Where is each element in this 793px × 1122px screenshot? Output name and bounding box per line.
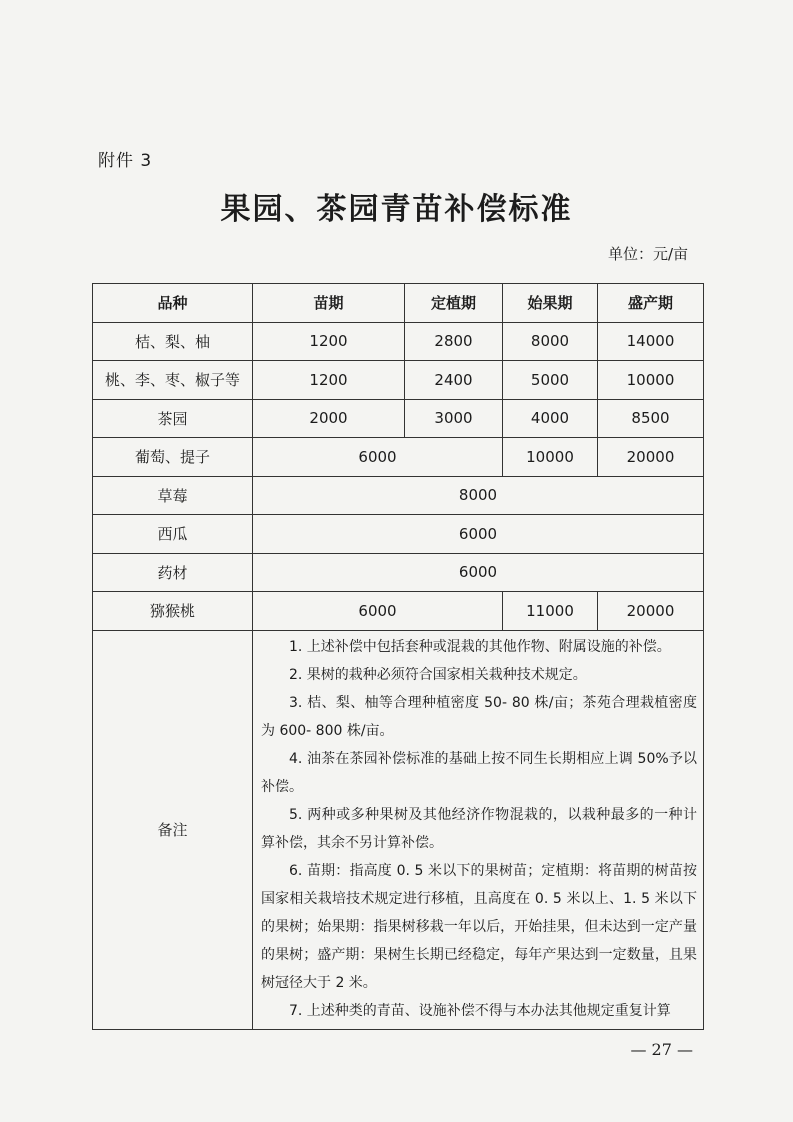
note-item: 3. 桔、梨、柚等合理种植密度 50- 80 株/亩；茶苑合理栽植密度为 600- 800 株/亩。: [261, 694, 697, 739]
cell-peak: 20000: [598, 438, 704, 477]
cell-variety: 桃、李、枣、椒子等: [93, 361, 253, 400]
cell-variety: 猕猴桃: [93, 592, 253, 631]
cell-planting: 3000: [405, 399, 503, 438]
cell-all-periods: 6000: [253, 553, 704, 592]
cell-initial-fruit: 8000: [503, 322, 598, 361]
table-header-row: [93, 284, 704, 323]
cell-initial-fruit: 11000: [503, 592, 598, 631]
notes-label: 备注: [93, 630, 253, 1029]
cell-peak: 8500: [598, 399, 704, 438]
table-row: [93, 476, 704, 515]
header-variety: 品种: [93, 284, 253, 323]
cell-peak: 20000: [598, 592, 704, 631]
cell-seedling: 2000: [253, 399, 405, 438]
cell-variety: 药材: [93, 553, 253, 592]
table-row: [93, 361, 704, 400]
note-item: 2. 果树的栽种必须符合国家相关栽种技术规定。: [289, 666, 587, 683]
note-item: 7. 上述种类的青苗、设施补偿不得与本办法其他规定重复计算: [289, 1002, 671, 1019]
document-title: 果园、茶园青苗补偿标准: [220, 192, 573, 227]
cell-initial-fruit: 10000: [503, 438, 598, 477]
header-planting: 定植期: [405, 284, 503, 323]
header-peak: 盛产期: [598, 284, 704, 323]
cell-peak: 10000: [598, 361, 704, 400]
cell-variety: 西瓜: [93, 515, 253, 554]
attachment-label: 附件 3: [98, 151, 153, 171]
note-item: 5. 两种或多种果树及其他经济作物混栽的，以栽种最多的一种计算补偿，其余不另计算补偿。: [261, 806, 697, 851]
note-item: 6. 苗期：指高度 0. 5 米以下的果树苗；定植期：将苗期的树苗按国家相关栽培技术规定进行移植，且高度在 0. 5 米以上、1. 5 米以下的果树；始果期：指果树移栽一年以后，开始挂果，但未达到一定产量的果树；盛产期：果树生长期已经稳定，每年产果达到一定数量，且果树冠径大于 2 米。: [261, 862, 697, 991]
cell-variety: 草莓: [93, 476, 253, 515]
cell-seedling: 1200: [253, 361, 405, 400]
cell-seedling-planting: 6000: [253, 592, 503, 631]
header-initial-fruit: 始果期: [503, 284, 598, 323]
cell-variety: 茶园: [93, 399, 253, 438]
table-row: [93, 438, 704, 477]
cell-all-periods: 6000: [253, 515, 704, 554]
unit-label: 单位：元/亩: [607, 245, 688, 263]
notes-cell: [253, 630, 704, 1029]
table-row: [93, 515, 704, 554]
table-row: [93, 322, 704, 361]
cell-initial-fruit: 5000: [503, 361, 598, 400]
note-item: 1. 上述补偿中包括套种或混栽的其他作物、附属设施的补偿。: [289, 638, 671, 655]
table-row: [93, 399, 704, 438]
cell-seedling: 1200: [253, 322, 405, 361]
table-row: [93, 592, 704, 631]
compensation-table: [92, 283, 704, 1030]
cell-planting: 2400: [405, 361, 503, 400]
notes-row: [93, 630, 704, 1029]
cell-seedling-planting: 6000: [253, 438, 503, 477]
cell-all-periods: 8000: [253, 476, 704, 515]
page-number: — 27 —: [630, 1040, 693, 1059]
cell-variety: 桔、梨、柚: [93, 322, 253, 361]
cell-planting: 2800: [405, 322, 503, 361]
cell-peak: 14000: [598, 322, 704, 361]
cell-initial-fruit: 4000: [503, 399, 598, 438]
table-row: [93, 553, 704, 592]
header-seedling: 苗期: [253, 284, 405, 323]
note-item: 4. 油茶在茶园补偿标准的基础上按不同生长期相应上调 50%予以补偿。: [261, 750, 697, 795]
cell-variety: 葡萄、提子: [93, 438, 253, 477]
